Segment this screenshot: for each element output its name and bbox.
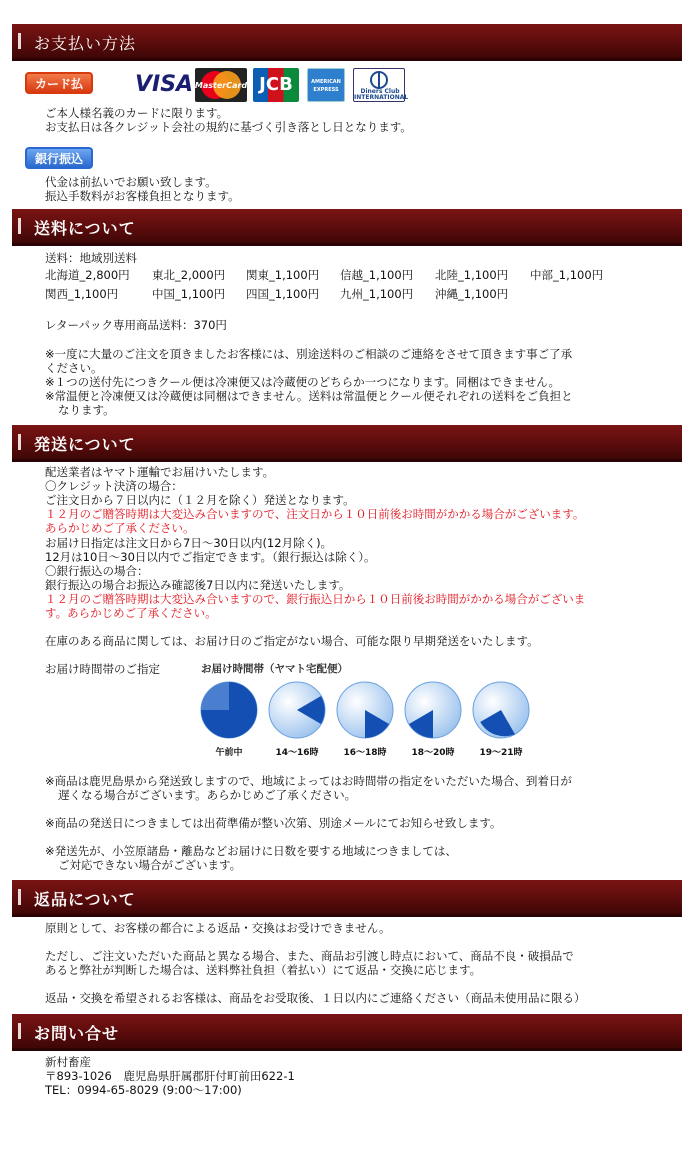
contact-address: 〒893-1026 鹿児島県肝属郡肝付町前田622-1 — [45, 1069, 295, 1083]
shipping-note-4: ※常温便と冷凍便又は冷蔵便は同梱はできません。送料は常温便とクール便それぞれの送料をご負担と — [45, 389, 573, 403]
fee-kanto: 関東_1,100円 — [246, 268, 320, 282]
delivery-line-7: 12月は10日～30日以内でご指定できます。（銀行振込は除く）。 — [45, 550, 376, 564]
payment-title: お支払い方法 — [34, 34, 137, 53]
returns-line-3: あると弊社が判断した場合は、送料弊社負担（着払い）にて返品・交換に応じます。 — [45, 963, 482, 977]
contact-company: 新村畜産 — [45, 1055, 91, 1069]
shipping-fee-title: 送料について — [34, 219, 136, 238]
delivery-note-5: ご対応できない場合がございます。 — [58, 858, 242, 872]
mastercard-logo — [195, 68, 247, 102]
delivery-line-8: 〇銀行振込の場合： — [45, 564, 149, 578]
returns-header — [12, 880, 682, 917]
returns-line-4: 返品・交換を希望されるお客様は、商品をお受取後、１日以内にご連絡ください（商品未使用品に限る） — [45, 991, 586, 1005]
fee-shikoku: 四国_1,100円 — [246, 287, 320, 301]
fee-hokuriku: 北陸_1,100円 — [435, 268, 509, 282]
shipping-fee-header — [12, 209, 682, 246]
amex-logo: AMERICAN EXPRESS — [307, 68, 345, 102]
diners-text: Diners Club INTERNATIONAL — [354, 88, 409, 101]
time-slot-label: お届け時間帯のご指定 — [45, 662, 160, 676]
slot-label-16-18: 16～18時 — [343, 748, 387, 758]
returns-title: 返品について — [34, 890, 136, 909]
delivery-warning-3: １２月のご贈答時期は大変込み合いますので、銀行振込日から１０日前後お時間がかかる場合がございま — [45, 592, 586, 606]
returns-line-2: ただし、ご注文いただいた商品と異なる場合、また、商品お引渡し時点において、商品不良・破損品で — [45, 949, 574, 963]
header-accent-bar — [18, 434, 21, 450]
contact-tel: TEL：0994-65-8029 (9:00～17:00) — [45, 1083, 242, 1097]
delivery-line-9: 銀行振込の場合お振込み確認後7日以内に発送いたします。 — [45, 578, 351, 592]
diners-club-logo — [353, 68, 409, 102]
delivery-warning-4: す。あらかじめご了承ください。 — [45, 606, 217, 620]
delivery-line-3: ご注文日から７日以内に（１２月を除く）発送となります。 — [45, 493, 355, 507]
shipping-fee-label: 送料：地域別送料 — [45, 251, 137, 265]
fee-chubu: 中部_1,100円 — [530, 268, 604, 282]
mastercard-text: MasterCard — [195, 81, 247, 90]
clock-16-18 — [337, 682, 393, 738]
bank-note-1: 代金は前払いでお願い致します。 — [45, 175, 217, 189]
fee-kyushu: 九州_1,100円 — [340, 287, 414, 301]
delivery-line-6: お届け日指定は注文日から7日～30日以内(12月除く)。 — [45, 536, 333, 550]
shipping-note-2: ください。 — [45, 361, 103, 375]
delivery-note-2: 遅くなる場合がございます。あらかじめご了承ください。 — [58, 788, 357, 802]
visa-logo: VISA — [135, 72, 194, 97]
card-note-1: ご本人様名義のカードに限ります。 — [45, 106, 229, 120]
fee-tohoku: 東北_2,000円 — [152, 268, 226, 282]
delivery-title: 発送について — [34, 435, 136, 454]
delivery-line-2: 〇クレジット決済の場合： — [45, 479, 183, 493]
shipping-note-5: なります。 — [58, 403, 115, 417]
slot-label-19-21: 19～21時 — [479, 748, 523, 758]
time-chart-title: お届け時間帯（ヤマト宅配便） — [201, 663, 348, 675]
fee-row-2 — [45, 287, 508, 301]
header-accent-bar — [18, 1023, 21, 1039]
slot-label-18-20: 18～20時 — [411, 748, 455, 758]
header-accent-bar — [18, 33, 21, 49]
contact-title: お問い合せ — [34, 1024, 120, 1043]
delivery-warning-1: １２月のご贈答時期は大変込み合いますので、注文日から１０日前後お時間がかかる場合がございます。 — [45, 507, 585, 521]
shipping-note-3: ※１つの送付先につきクール便は冷凍便又は冷蔵便のどちらか一つになります。同梱はできません。 — [45, 375, 560, 389]
contact-header — [12, 1014, 682, 1051]
delivery-note-4: ※発送先が、小笠原諸島・離島などお届けに日数を要する地域につきましては、 — [45, 844, 457, 858]
header-accent-bar — [18, 889, 21, 905]
bank-transfer-badge: 銀行振込 — [25, 147, 93, 169]
payment-header — [12, 24, 682, 61]
clock-morning — [201, 682, 257, 738]
fee-shinetsu: 信越_1,100円 — [340, 268, 414, 282]
delivery-warning-2: あらかじめご了承ください。 — [45, 521, 195, 535]
fee-kansai: 関西_1,100円 — [45, 287, 119, 301]
stock-note: 在庫のある商品に関しては、お届け日のご指定がない場合、可能な限り早期発送をいたします。 — [45, 634, 539, 648]
letterpack-fee: レターパック専用商品送料：370円 — [45, 318, 227, 332]
header-accent-bar — [18, 218, 21, 234]
card-note-2: お支払日は各クレジット会社の規約に基づく引き落とし日となります。 — [45, 120, 412, 134]
delivery-note-1: ※商品は鹿児島県から発送致しますので、地域によってはお時間帯の指定をいただいた場合、到着日が — [45, 774, 572, 788]
clock-14-16 — [269, 682, 325, 738]
fee-hokkaido: 北海道_2,800円 — [45, 268, 130, 282]
delivery-header — [12, 425, 682, 462]
slot-label-14-16: 14～16時 — [275, 748, 319, 758]
fee-chugoku: 中国_1,100円 — [152, 287, 226, 301]
mastercard-circles — [195, 68, 247, 102]
card-payment-badge: カード払 — [25, 72, 93, 94]
bank-note-2: 振込手数料がお客様負担となります。 — [45, 189, 240, 203]
jcb-logo: JCB — [253, 68, 299, 102]
slot-label-morning: 午前中 — [215, 748, 243, 758]
time-slot-clocks — [195, 680, 540, 742]
fee-row-1 — [45, 268, 603, 282]
delivery-line-1: 配送業者はヤマト運輸でお届けいたします。 — [45, 465, 275, 479]
delivery-note-3: ※商品の発送日につきましては出荷準備が整い次第、別途メールにてお知らせ致します。 — [45, 816, 502, 830]
fee-okinawa: 沖縄_1,100円 — [435, 287, 509, 301]
clock-19-21 — [473, 682, 529, 742]
shipping-note-1: ※一度に大量のご注文を頂きましたお客様には、別途送料のご相談のご連絡をさせて頂きます事ご了承 — [45, 347, 573, 361]
returns-line-1: 原則として、お客様の都合による返品・交換はお受けできません。 — [45, 921, 391, 935]
clock-18-20 — [405, 682, 461, 738]
